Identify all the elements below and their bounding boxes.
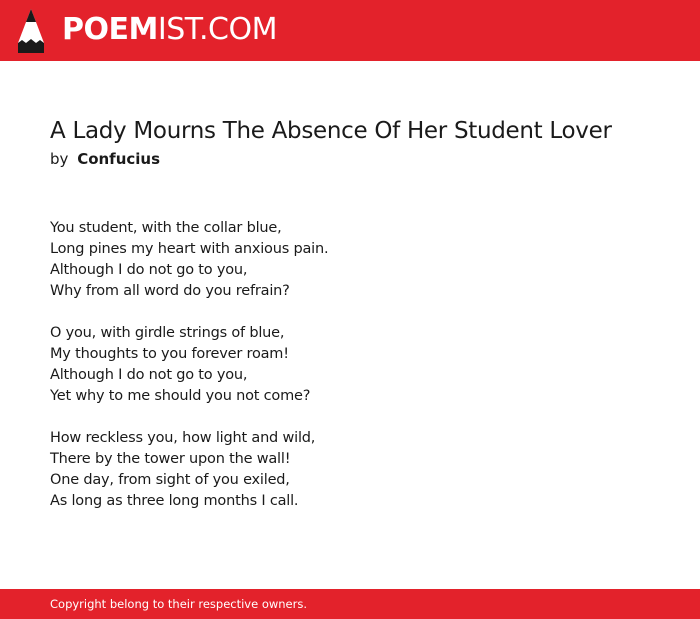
stanza bbox=[50, 218, 328, 302]
poem-author: Confucius bbox=[77, 150, 161, 168]
stanza bbox=[50, 428, 328, 512]
by-label: by bbox=[50, 150, 69, 168]
poem-line: Although I do not go to you, bbox=[50, 367, 248, 383]
poem-line: There by the tower upon the wall! bbox=[50, 451, 291, 467]
poem-byline bbox=[50, 149, 160, 169]
poem-line: You student, with the collar blue, bbox=[50, 220, 282, 236]
pencil-logo-icon[interactable] bbox=[17, 9, 45, 53]
poem-line: Why from all word do you refrain? bbox=[50, 283, 290, 299]
poem-line: My thoughts to you forever roam! bbox=[50, 346, 289, 362]
site-header bbox=[0, 0, 700, 61]
copyright-notice: Copyright belong to their respective owners. bbox=[50, 597, 308, 611]
poem-line: Although I do not go to you, bbox=[50, 262, 248, 278]
poem-line: Long pines my heart with anxious pain. bbox=[50, 241, 329, 257]
logo-text-bold: POEM bbox=[62, 12, 158, 47]
poem-title: A Lady Mourns The Absence Of Her Student Lover bbox=[50, 118, 612, 144]
poem-line: O you, with girdle strings of blue, bbox=[50, 325, 285, 341]
poem-line: How reckless you, how light and wild, bbox=[50, 430, 316, 446]
poem-line: One day, from sight of you exiled, bbox=[50, 472, 290, 488]
site-footer bbox=[0, 589, 700, 619]
poem-line: As long as three long months I call. bbox=[50, 493, 299, 509]
poem-body bbox=[50, 218, 328, 533]
stanza bbox=[50, 323, 328, 407]
poem-line: Yet why to me should you not come? bbox=[50, 388, 311, 404]
logo-text-light: IST.COM bbox=[157, 12, 277, 47]
site-logo[interactable] bbox=[62, 12, 277, 48]
